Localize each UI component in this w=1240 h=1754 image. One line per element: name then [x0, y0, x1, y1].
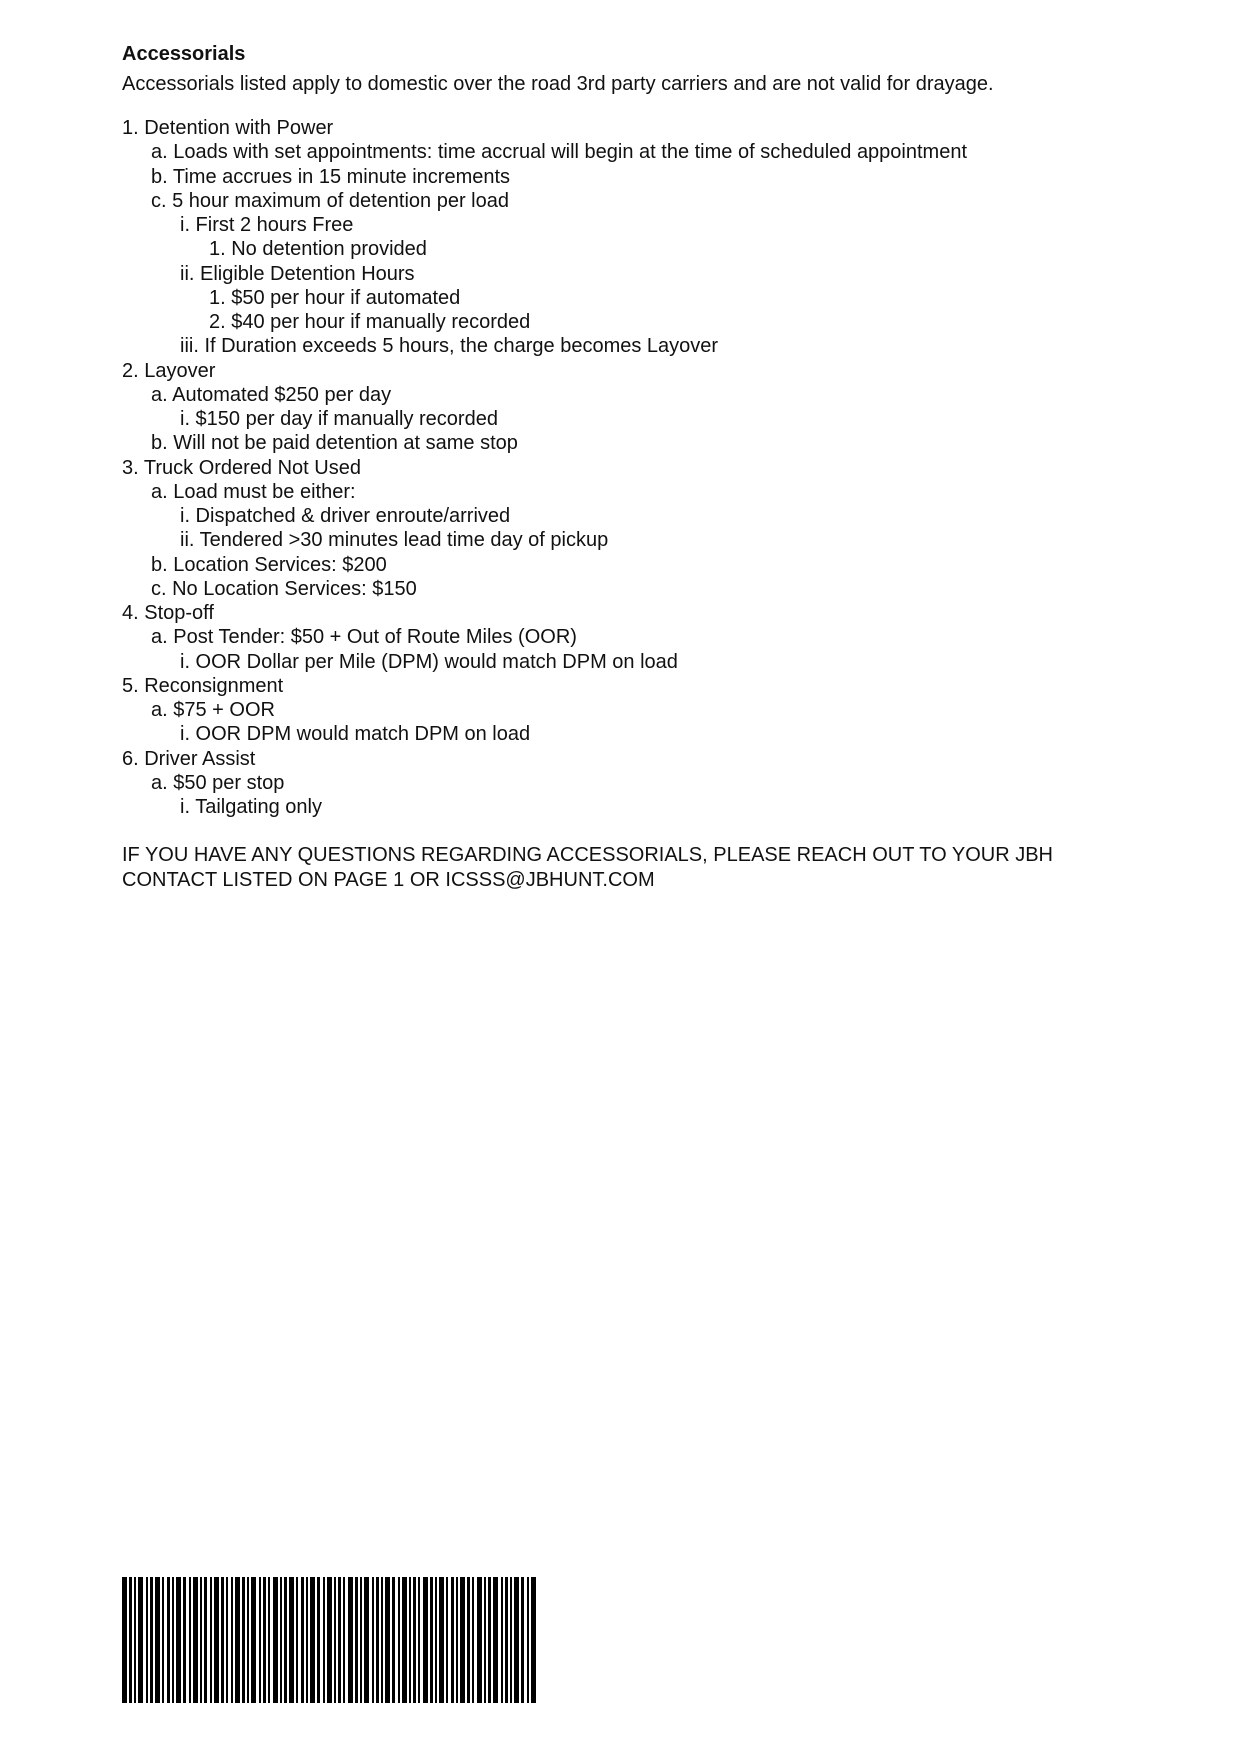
barcode-bar	[460, 1577, 465, 1703]
barcode-bar	[514, 1577, 519, 1703]
barcode-bar	[273, 1577, 278, 1703]
outline-item: i. OOR DPM would match DPM on load	[180, 723, 531, 746]
barcode-bar	[301, 1577, 304, 1703]
outline-item: i. Tailgating only	[180, 796, 322, 818]
barcode-bar	[501, 1577, 503, 1703]
barcode-bar	[146, 1577, 148, 1703]
outline-item: c. 5 hour maximum of detention per load	[151, 189, 509, 212]
barcode-bar	[134, 1577, 136, 1703]
barcode-image	[122, 1577, 554, 1703]
barcode-bar	[334, 1577, 336, 1703]
barcode-bar	[456, 1577, 458, 1703]
barcode-bar	[364, 1577, 369, 1703]
document-content	[122, 41, 1122, 892]
intro-paragraph: Accessorials listed apply to domestic over the road 3rd party carriers and are not valid for drayage.	[122, 73, 994, 95]
outline-item: a. $50 per stop	[151, 771, 285, 794]
barcode-bar	[360, 1577, 362, 1703]
barcode-bar	[172, 1577, 174, 1703]
barcode-bar	[235, 1577, 240, 1703]
barcode-bar	[150, 1577, 153, 1703]
barcode-bar	[193, 1577, 198, 1703]
outline-item: i. OOR Dollar per Mile (DPM) would match DPM on load	[180, 650, 678, 673]
barcode-bar	[231, 1577, 233, 1703]
barcode-bar	[423, 1577, 428, 1703]
contact-note-line: IF YOU HAVE ANY QUESTIONS REGARDING ACCESSORIALS, PLEASE REACH OUT TO YOUR JBH	[122, 844, 1053, 867]
barcode-bar	[531, 1577, 536, 1703]
contact-note	[122, 843, 1122, 892]
barcode-bar	[430, 1577, 433, 1703]
outline-item: a. Post Tender: $50 + Out of Route Miles (OOR)	[151, 626, 577, 649]
barcode-bar	[451, 1577, 454, 1703]
barcode-bar	[376, 1577, 379, 1703]
barcode-bar	[381, 1577, 383, 1703]
barcode-bar	[527, 1577, 529, 1703]
barcode-bar	[226, 1577, 228, 1703]
barcode-bar	[214, 1577, 219, 1703]
outline-item: b. Location Services: $200	[151, 553, 387, 576]
section-heading: Accessorials	[122, 43, 246, 65]
barcode-bar	[493, 1577, 498, 1703]
barcode-bar	[472, 1577, 474, 1703]
barcode-bar	[176, 1577, 181, 1703]
barcode-bar	[484, 1577, 486, 1703]
barcode-bar	[200, 1577, 202, 1703]
outline-item: ii. Tendered >30 minutes lead time day of pickup	[180, 529, 609, 552]
outline-item: 3. Truck Ordered Not Used	[122, 456, 361, 479]
barcode-bar	[343, 1577, 345, 1703]
barcode-bar	[155, 1577, 160, 1703]
barcode-bar	[467, 1577, 470, 1703]
barcode-bar	[446, 1577, 448, 1703]
outline-item: 2. Layover	[122, 359, 216, 382]
barcode-bar	[247, 1577, 249, 1703]
outline-item: 2. $40 per hour if manually recorded	[209, 311, 531, 333]
barcode-bar	[289, 1577, 294, 1703]
barcode-bar	[409, 1577, 411, 1703]
barcode-bar	[348, 1577, 353, 1703]
barcode-bar	[505, 1577, 508, 1703]
barcode-bar	[296, 1577, 298, 1703]
barcode-bar	[306, 1577, 308, 1703]
barcode-bar	[418, 1577, 420, 1703]
barcode-bar	[435, 1577, 437, 1703]
barcode-bar	[189, 1577, 191, 1703]
outline-item: a. Loads with set appointments: time accrual will begin at the time of scheduled appointment	[151, 141, 968, 164]
outline-item: i. $150 per day if manually recorded	[180, 408, 498, 430]
barcode-bar	[317, 1577, 320, 1703]
outline-item: 1. Detention with Power	[122, 117, 334, 139]
outline-item: c. No Location Services: $150	[151, 577, 417, 600]
barcode-bar	[242, 1577, 245, 1703]
barcode-bar	[138, 1577, 143, 1703]
barcode-bar	[167, 1577, 170, 1703]
outline-item: a. Load must be either:	[151, 480, 356, 503]
outline-item: 6. Driver Assist	[122, 747, 256, 770]
outline-item: 1. $50 per hour if automated	[209, 286, 461, 309]
outline-item: b. Will not be paid detention at same stop	[151, 432, 518, 455]
accessorials-outline	[122, 116, 1122, 819]
barcode-bar	[263, 1577, 266, 1703]
barcode-bar	[355, 1577, 358, 1703]
barcode-bar	[327, 1577, 332, 1703]
barcode-bar	[402, 1577, 407, 1703]
outline-item: a. $75 + OOR	[151, 699, 275, 721]
outline-item: i. First 2 hours Free	[180, 214, 354, 236]
outline-item: 4. Stop-off	[122, 602, 214, 624]
barcode-bar	[392, 1577, 395, 1703]
barcode-bar	[129, 1577, 132, 1703]
outline-item: b. Time accrues in 15 minute increments	[151, 165, 511, 188]
barcode-bar	[385, 1577, 390, 1703]
outline-item: 5. Reconsignment	[122, 674, 284, 697]
barcode-bar	[477, 1577, 482, 1703]
barcode-bar	[122, 1577, 127, 1703]
barcode-bar	[510, 1577, 512, 1703]
outline-item: a. Automated $250 per day	[151, 383, 392, 406]
outline-item: iii. If Duration exceeds 5 hours, the charge becomes Layover	[180, 335, 719, 358]
contact-note-line: CONTACT LISTED ON PAGE 1 OR ICSSS@JBHUNT.COM	[122, 868, 655, 891]
barcode-bar	[310, 1577, 315, 1703]
barcode-bar	[210, 1577, 212, 1703]
barcode-bar	[521, 1577, 524, 1703]
barcode-bar	[398, 1577, 400, 1703]
outline-item: i. Dispatched & driver enroute/arrived	[180, 505, 511, 527]
barcode-bar	[338, 1577, 341, 1703]
barcode-bar	[204, 1577, 207, 1703]
barcode-bar	[162, 1577, 164, 1703]
barcode-bar	[268, 1577, 270, 1703]
barcode-bar	[280, 1577, 282, 1703]
barcode-bar	[488, 1577, 491, 1703]
barcode-bar	[372, 1577, 374, 1703]
barcode-bar	[439, 1577, 444, 1703]
outline-item: 1. No detention provided	[209, 238, 427, 261]
barcode-bar	[413, 1577, 416, 1703]
barcode-bar	[259, 1577, 261, 1703]
outline-item: ii. Eligible Detention Hours	[180, 262, 415, 285]
barcode-bar	[323, 1577, 325, 1703]
barcode-bar	[251, 1577, 256, 1703]
barcode-bar	[284, 1577, 287, 1703]
barcode-bar	[183, 1577, 186, 1703]
barcode-bar	[221, 1577, 224, 1703]
